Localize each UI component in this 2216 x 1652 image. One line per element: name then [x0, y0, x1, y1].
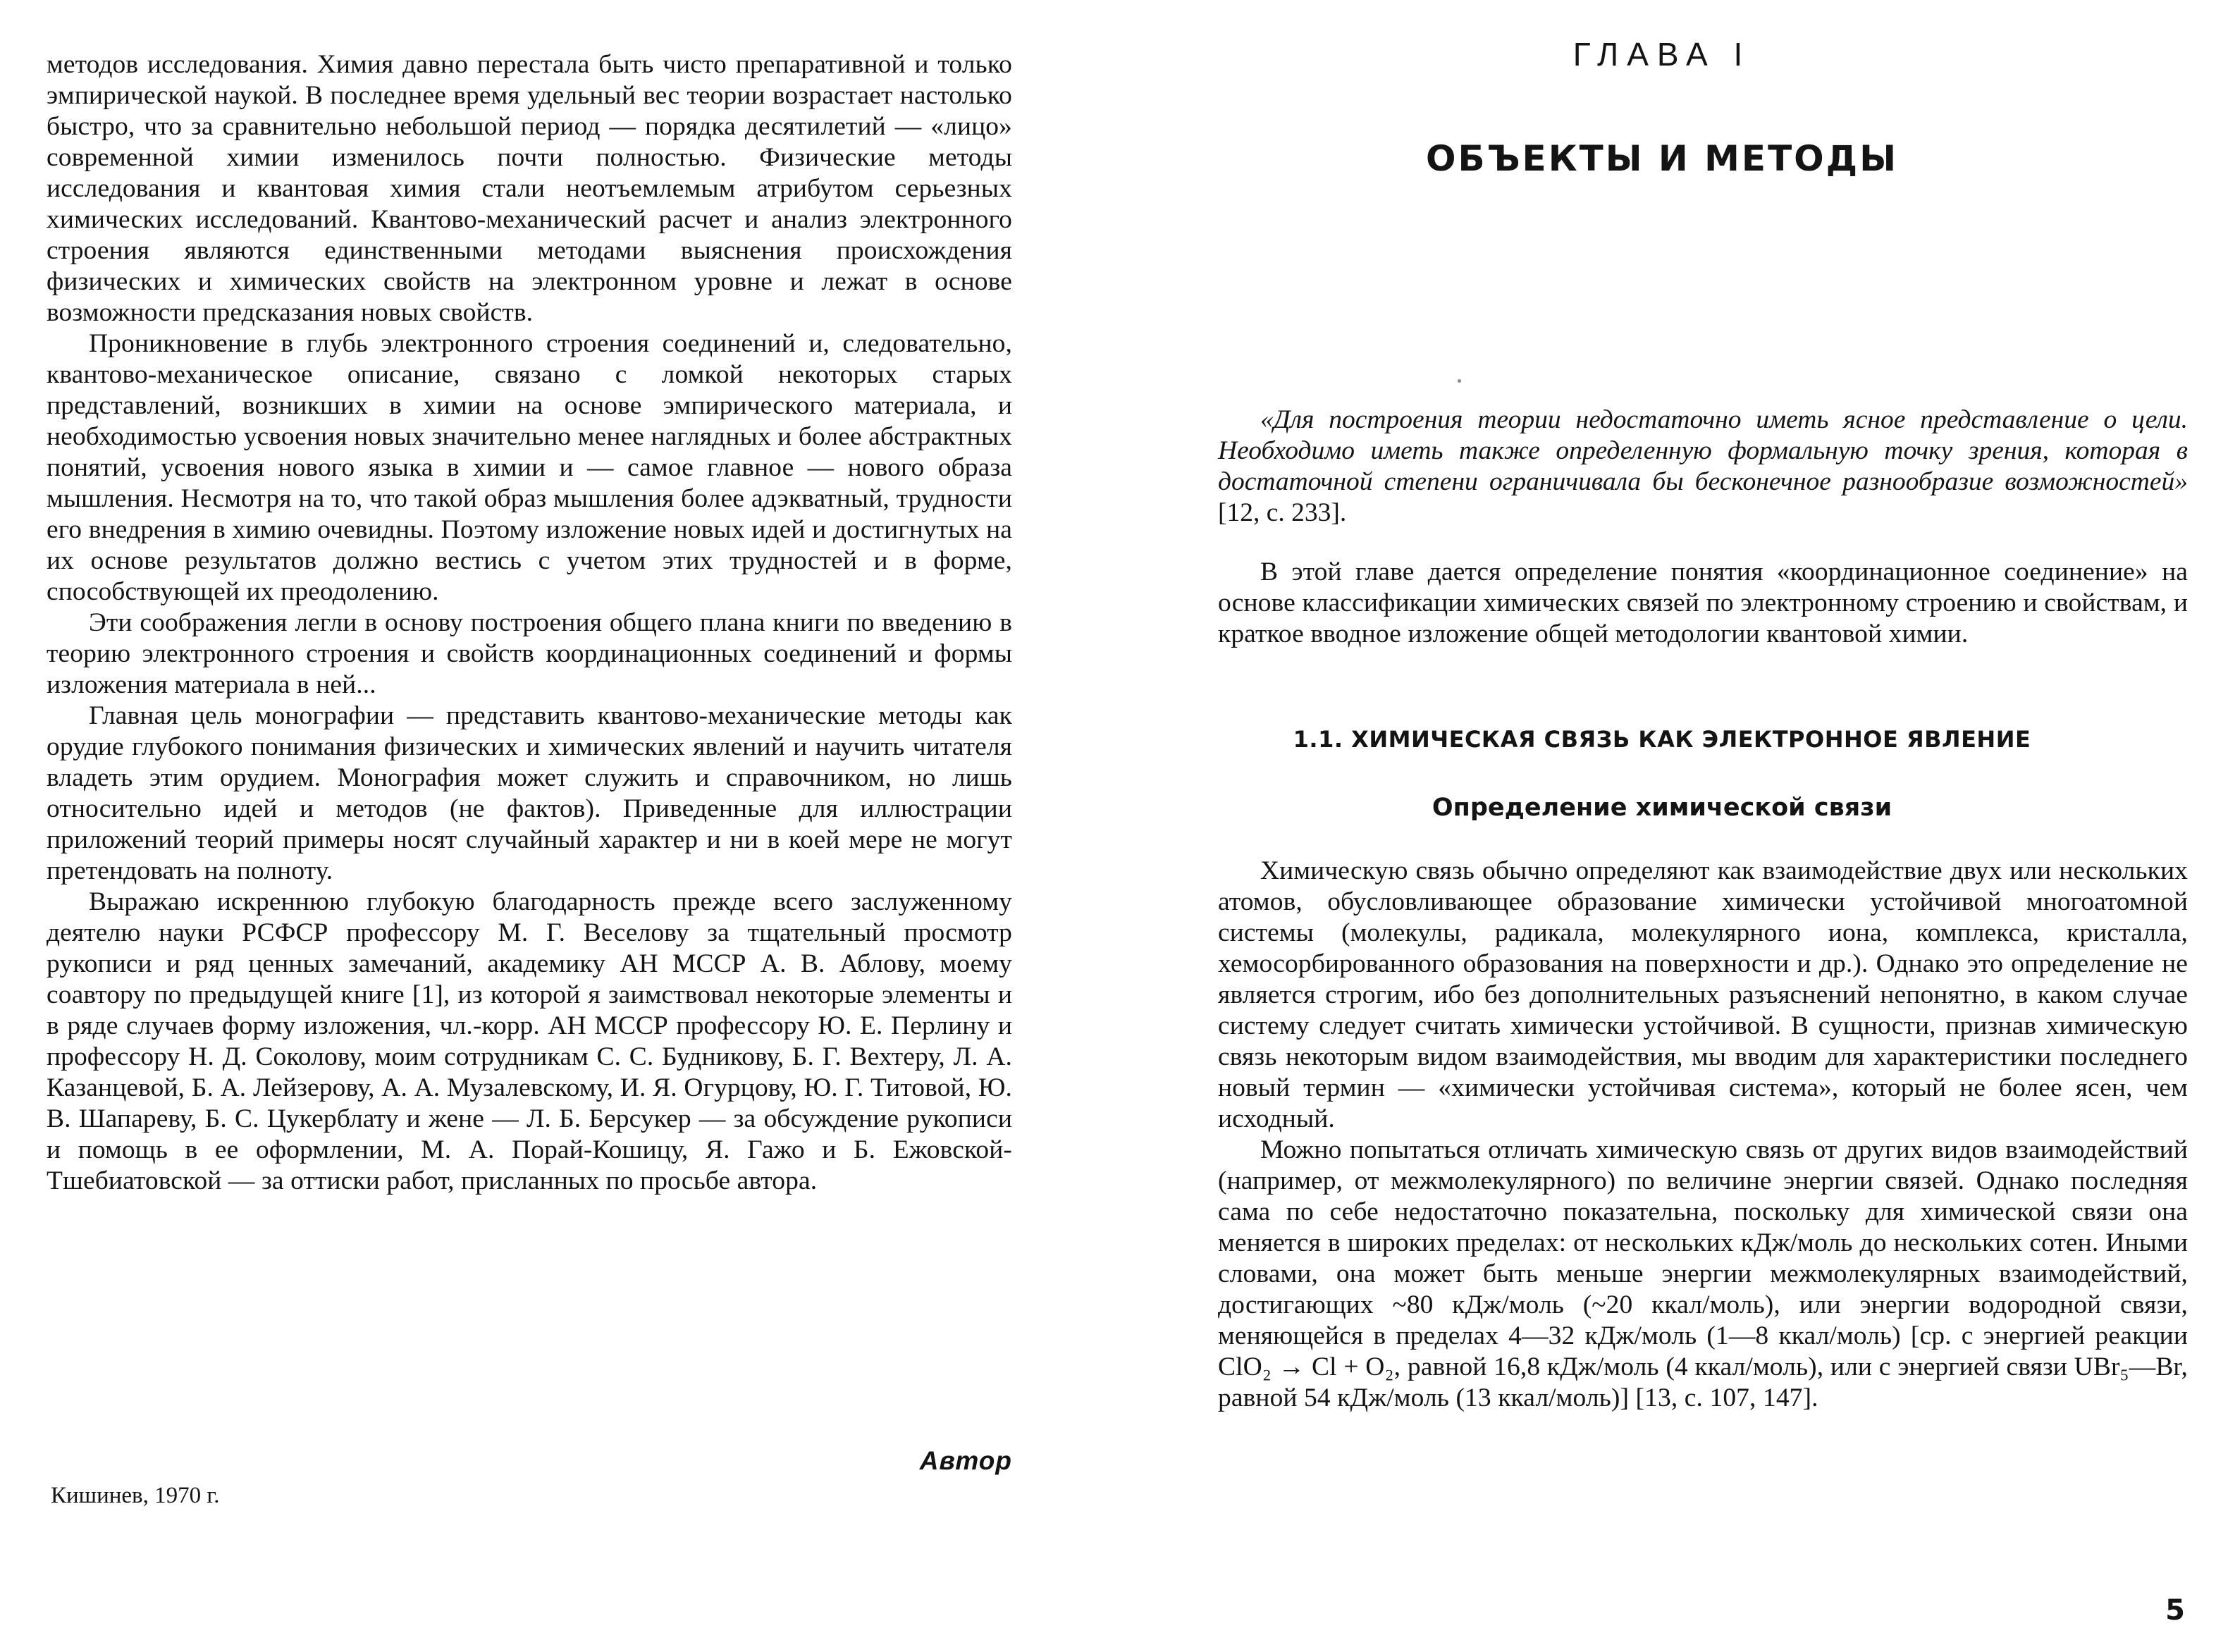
epigraph [1218, 405, 2188, 529]
print-speck [1458, 379, 1461, 383]
preface-paragraph-1: методов исследования. Химия давно перестала быть чисто препаративной и только эмпирической наукой. В последнее время удельный вес теории возрастает настолько быстро, что за сравнительно небольшой период — порядка десятилетий — «лицо» современной химии изменилось почти полностью. Физические методы исследования и квантовая химия стали неотъемлемым атрибутом серьезных химических исследований. Квантово-механический расчет и анализ электронного строения являются единственными методами выяснения происхождения физических и химических свойств на электронном уровне и лежат в основе возможности предсказания новых свойств. [47, 50, 1012, 327]
intro-block [1218, 557, 2188, 650]
epigraph-reference: [12, с. 233]. [1218, 498, 1347, 527]
section-heading: 1.1. ХИМИЧЕСКАЯ СВЯЗЬ КАК ЭЛЕКТРОННОЕ ЯВЛЕНИЕ [1293, 726, 2031, 753]
subsection-heading: Определение химической связи [1432, 794, 1892, 822]
section-body [1218, 856, 2188, 1414]
preface-paragraph-4: Главная цель монографии — представить квантово-механические методы как орудие глубокого понимания физических и химических явлений и научить читателя владеть этим орудием. Монография может служить и справочником, но лишь относительно идей и методов (не фактов). Приведенные для иллюстрации приложений теорий примеры носят случайный характер и ни в коей мере не могут претендовать на полноту. [47, 701, 1012, 885]
intro-paragraph: В этой главе дается определение понятия «координационное соединение» на основе классификации химических связей по электронному строению и свойствам, и краткое вводное изложение общей методологии квантовой химии. [1218, 557, 2188, 648]
right-page [1108, 0, 2216, 1652]
chapter-title: ОБЪЕКТЫ И МЕТОДЫ [1425, 138, 1899, 179]
preface-paragraph-2: Проникновение в глубь электронного строения соединений и, следовательно, квантово-механическое описание, связано с ломкой некоторых старых представлений, возникших в химии на основе эмпирического материала, и необходимостью усвоения новых значительно менее наглядных и более абстрактных понятий, усвоения нового языка в химии и — самое главное — нового образа мышления. Несмотря на то, что такой образ мышления более адэкватный, трудности его внедрения в химию очевидны. Поэтому изложение новых идей и достигнутых на их основе результатов должно вестись с учетом этих трудностей и в форме, способствующей их преодолению. [47, 329, 1012, 606]
author-signature: Автор [919, 1446, 1012, 1475]
page-number: 5 [2165, 1594, 2185, 1627]
preface-paragraph-5: Выражаю искреннюю глубокую благодарность прежде всего заслуженному деятелю науки РСФСР профессору М. Г. Веселову за тщательный просмотр рукописи и ряд ценных замечаний, академику АН МССР А. В. Аблову, моему соавтору по предыдущей книге [1], из которой я заимствовал некоторые элементы и в ряде случаев форму изложения, чл.-корр. АН МССР профессору Ю. Е. Перлину и профессору Н. Д. Соколову, моим сотрудникам С. С. Будникову, Б. Г. Вехтеру, Л. А. Казанцевой, Б. А. Лейзерову, А. А. Музалевскому, И. Я. Огурцову, Ю. Г. Титовой, Ю. В. Шапареву, Б. С. Цукерблату и жене — Л. Б. Берсукер — за обсуждение рукописи и помощь в ее оформлении, М. А. Порай-Кошицу, Я. Гажо и Б. Ежовской-Тшебиатовской — за оттиски работ, присланных по просьбе автора. [47, 887, 1012, 1195]
section-paragraph-2: Можно попытаться отличать химическую связь от других видов взаимодействий (например, от межмолекулярного) по величине энергии связей. Однако последняя сама по себе недостаточно показательна, поскольку для химической связи она меняется в широких пределах: от нескольких кДж/моль до нескольких сотен. Иными словами, она может быть меньше энергии межмолекулярных взаимодействий, достигающих ~80 кДж/моль (~20 ккал/моль), или энергии водородной связи, меняющейся в пределах 4—32 кДж/моль (1—8 ккал/моль) [ср. с энергией реакции ClO₂ → Cl + O₂, равной 16,8 кДж/моль (4 ккал/моль), или с энергией связи UBr₅—Br, равной 54 кДж/моль (13 ккал/моль)] [13, с. 107, 147]. [1218, 1135, 2188, 1412]
place-date: Кишинев, 1970 г. [51, 1483, 220, 1508]
chapter-label: ГЛАВА I [1572, 36, 1752, 73]
section-paragraph-1: Химическую связь обычно определяют как взаимодействие двух или нескольких атомов, обусловливающее образование химически устойчивой многоатомной системы (молекулы, радикала, молекулярного иона, комплекса, кристалла, хемосорбированного образования на поверхности и др.). Однако это определение не является строгим, ибо без дополнительных разъяснений непонятно, в каком случае систему следует считать химически устойчивой. В сущности, признав химическую связь некоторым видом взаимодействия, мы вводим для характеристики последнего новый термин — «химически устойчивая система», который не более ясен, чем исходный. [1218, 856, 2188, 1133]
epigraph-block [1218, 405, 2188, 529]
preface-text-column [47, 49, 1012, 1197]
epigraph-text: «Для построения теории недостаточно иметь ясное представление о цели. Необходимо иметь также определенную формальную точку зрения, которая в достаточной степени ограничивала бы бесконечное разнообразие возможностей» [1218, 405, 2188, 496]
left-page [0, 0, 1057, 1652]
preface-paragraph-3: Эти соображения легли в основу построения общего плана книги по введению в теорию электронного строения и свойств координационных соединений и формы изложения материала в ней... [47, 608, 1012, 699]
